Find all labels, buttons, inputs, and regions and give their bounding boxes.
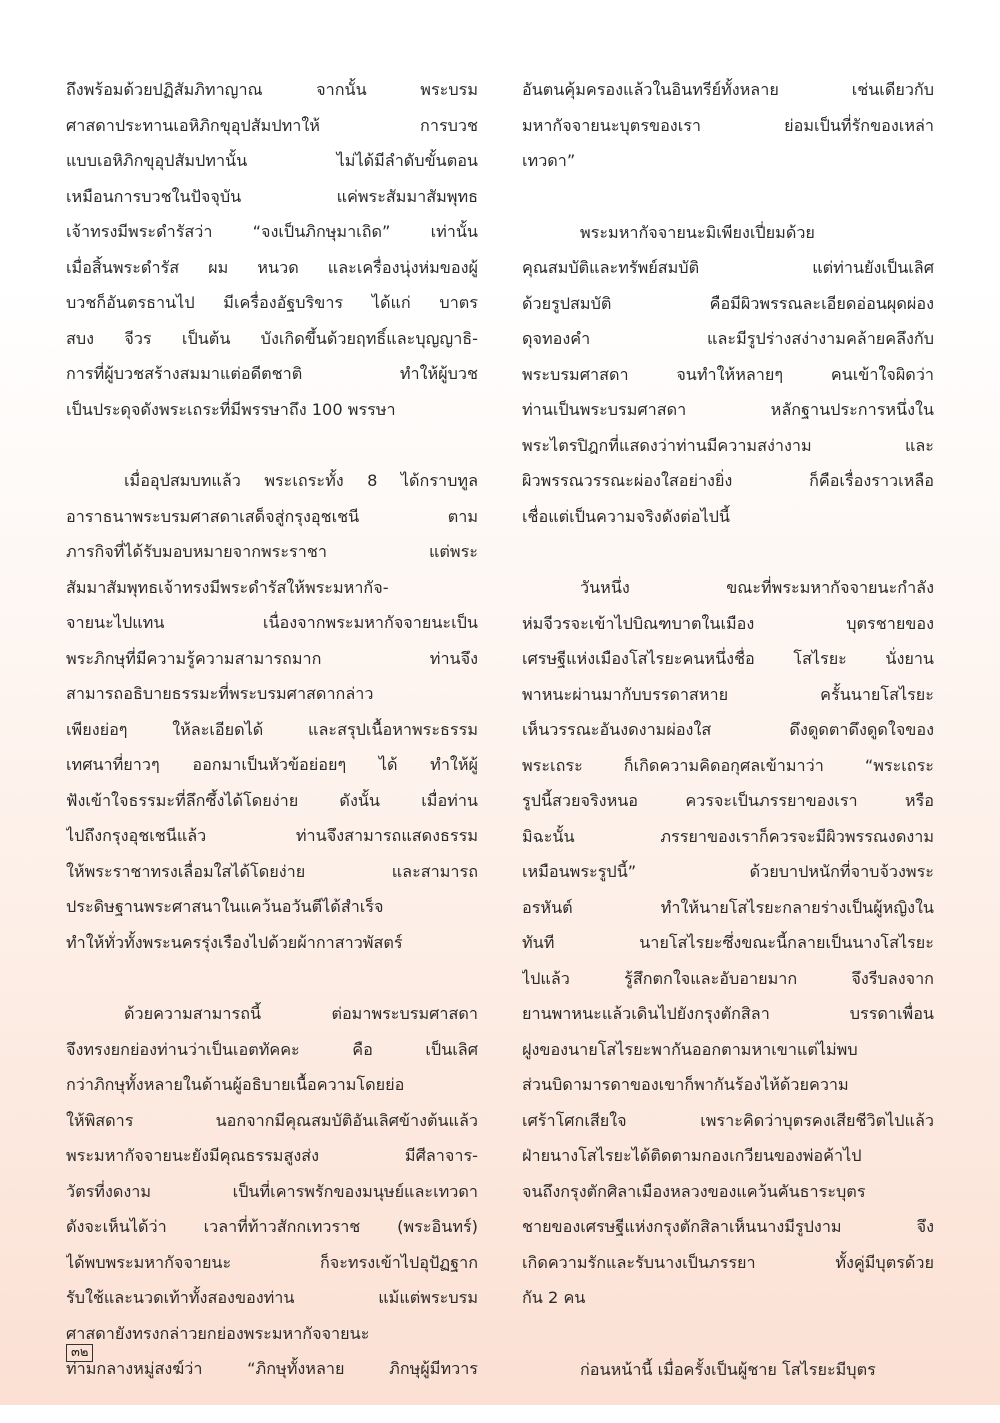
text-line: มิฉะนั้น ภรรยาของเราก็ควรจะมีผิวพรรณงดงาม (522, 826, 934, 846)
text-line: เชื่อแต่เป็นความจริงดังต่อไปนี้ (522, 506, 730, 526)
text-line: จายนะไปแทน เนื่องจากพระมหากัจจายนะเป็น (66, 613, 478, 632)
paragraph (66, 72, 478, 427)
paragraph (522, 215, 934, 535)
text-line: พระมหากัจจายนะมิเพียงเปี่ยมด้วย (580, 222, 815, 242)
text-line: ฝูงของนายโสไรยะพากันออกตามหาเขาแต่ไม่พบ (522, 1039, 858, 1059)
text-line: เจ้าทรงมีพระดำรัสว่า “จงเป็นภิกษุมาเถิด” เท่านั้น (66, 222, 478, 241)
text-line: เหมือนพระรูปนี้” ด้วยบาปหนักที่จาบจ้วงพระ (522, 862, 934, 881)
text-line: ท่านเป็นพระบรมศาสดา หลักฐานประการหนึ่งใน (522, 400, 934, 419)
text-line: พระภิกษุที่มีความรู้ความสามารถมาก ท่านจึง (66, 648, 478, 668)
text-line: กว่าภิกษุทั้งหลายในด้านผู้อธิบายเนื้อความโดยย่อ (66, 1075, 405, 1094)
text-line: เศรษฐีแห่งเมืองโสไรยะคนหนึ่งชื่อ โสไรยะ นั่งยาน (522, 649, 934, 668)
text-line: พระบรมศาสดา จนทำให้หลายๆ คนเข้าใจผิดว่า (522, 364, 934, 384)
text-line: ฝ่ายนางโสไรยะได้ติดตามกองเกวียนของพ่อค้าไป (522, 1146, 862, 1165)
text-line: ด้วยความสามารถนี้ ต่อมาพระบรมศาสดา (124, 1004, 478, 1023)
right-column (522, 72, 934, 1423)
page-number: ๓๒ (66, 1344, 93, 1362)
text-line: ด้วยรูปสมบัติ คือมีผิวพรรณละเอียดอ่อนผุดผ่อง (522, 293, 934, 313)
text-line: ยานพาหนะแล้วเดินไปยังกรุงตักสิลา บรรดาเพื่อน (522, 1004, 934, 1023)
left-column (66, 72, 478, 1423)
text-line: คุณสมบัติและทรัพย์สมบัติ แต่ท่านยังเป็นเลิศ (522, 258, 934, 277)
text-line: ผิวพรรณวรรณะผ่องใสอย่างยิ่ง ก็คือเรื่องราวเหลือ (522, 471, 934, 490)
text-line: ศาสดายังทรงกล่าวยกย่องพระมหากัจจายนะ (66, 1323, 370, 1343)
text-line: พระไตรปิฎกที่แสดงว่าท่านมีความสง่างาม และ (522, 435, 934, 455)
text-line: ให้พระราชาทรงเลื่อมใสได้โดยง่าย และสามารถ (66, 861, 478, 881)
text-line: ไปถึงกรุงอุชเชนีแล้ว ท่านจึงสามารถแสดงธรรม (66, 826, 478, 845)
text-line: พระมหากัจจายนะยังมีคุณธรรมสูงส่ง มีศีลาจาร- (66, 1146, 478, 1165)
paragraph (522, 570, 934, 1316)
text-line: อรหันต์ ทำให้นายโสไรยะกลายร่างเป็นผู้หญิงใน (522, 897, 934, 917)
text-line: จึงทรงยกย่องท่านว่าเป็นเอตทัคคะ คือ เป็นเลิศ (66, 1039, 478, 1059)
text-line: พาหนะผ่านมากับบรรดาสหาย ครั้นนายโสไรยะ (522, 684, 934, 704)
text-line: ไปแล้ว รู้สึกตกใจและอับอายมาก จึงรีบลงจาก (522, 968, 934, 988)
text-line: ห่มจีวรจะเข้าไปบิณฑบาตในเมือง บุตรชายของ (522, 613, 934, 633)
text-line: บวชก็อันตรธานไป มีเครื่องอัฐบริขาร ได้แก่ บาตร (66, 293, 478, 312)
text-line: วัตรที่งดงาม เป็นที่เคารพรักของมนุษย์และเทวดา (66, 1181, 478, 1201)
text-line: รับใช้และนวดเท้าทั้งสองของท่าน แม้แต่พระบรม (66, 1288, 478, 1307)
text-line: ฟังเข้าใจธรรมะที่ลึกซึ้งได้โดยง่าย ดังนั้น เมื่อท่าน (66, 790, 478, 810)
text-line: ก่อนหน้านี้ เมื่อครั้งเป็นผู้ชาย โสไรยะมีบุตร (580, 1359, 876, 1379)
text-line: ดังจะเห็นได้ว่า เวลาที่ท้าวสักกเทวราช (พระอินทร์) (66, 1217, 478, 1236)
text-line: รูปนี้สวยจริงหนอ ควรจะเป็นภรรยาของเรา หรือ (522, 791, 934, 810)
text-line: สามารถอธิบายธรรมะที่พระบรมศาสดากล่าว (66, 684, 374, 703)
text-line: เศร้าโศกเสียใจ เพราะคิดว่าบุตรคงเสียชีวิตไปแล้ว (522, 1110, 934, 1130)
text-line: ภารกิจที่ได้รับมอบหมายจากพระราชา แต่พระ (66, 542, 478, 561)
text-line: ได้พบพระมหากัจจายนะ ก็จะทรงเข้าไปอุปัฏฐาก (66, 1252, 478, 1272)
text-line: ทำให้ทั่วทั้งพระนครรุ่งเรืองไปด้วยผ้ากาสาวพัสตร์ (66, 932, 403, 952)
text-line: แบบเอหิภิกขุอุปสัมปทานั้น ไม่ได้มีลำดับขั้นตอน (66, 151, 478, 170)
text-line: จนถึงกรุงตักศิลาเมืองหลวงของแคว้นคันธาระบุตร (522, 1181, 866, 1201)
text-line: เพียงย่อๆ ให้ละเอียดได้ และสรุปเนื้อหาพระธรรม (66, 719, 478, 739)
text-line: เห็นวรรณะอันงดงามผ่องใส ดึงดูดตาดึงดูดใจของ (522, 720, 934, 739)
text-line: ถึงพร้อมด้วยปฏิสัมภิทาญาณ จากนั้น พระบรม (66, 80, 478, 99)
paragraph (66, 463, 478, 960)
text-line: ศาสดาประทานเอหิภิกขุอุปสัมปทาให้ การบวช (66, 115, 478, 135)
text-line: อาราธนาพระบรมศาสดาเสด็จสู่กรุงอุชเชนี ตาม (66, 506, 478, 526)
paragraph (522, 1352, 934, 1388)
text-line: เมื่ออุปสมบทแล้ว พระเถระทั้ง 8 ได้กราบทูล (124, 471, 478, 490)
text-line: สบง จีวร เป็นต้น บังเกิดขึ้นด้วยฤทธิ์และบุญญาธิ- (66, 328, 478, 348)
text-line: ให้พิสดาร นอกจากมีคุณสมบัติอันเลิศข้างต้นแล้ว (66, 1110, 478, 1130)
text-line: มหากัจจายนะบุตรของเรา ย่อมเป็นที่รักของเหล่า (522, 115, 934, 135)
text-line: เทวดา” (522, 151, 576, 170)
text-line: ส่วนบิดามารดาของเขาก็พากันร้องไห้ด้วยความ (522, 1075, 849, 1094)
text-line: สัมมาสัมพุทธเจ้าทรงมีพระดำรัสให้พระมหากัจ- (66, 577, 389, 597)
text-line: อันตนคุ้มครองแล้วในอินทรีย์ทั้งหลาย เช่นเดียวกับ (522, 80, 934, 99)
text-line: ทันที นายโสไรยะซึ่งขณะนี้กลายเป็นนางโสไรยะ (522, 933, 934, 952)
text-line: เหมือนการบวชในปัจจุบัน แค่พระสัมมาสัมพุทธ (66, 186, 478, 206)
text-line: ท่ามกลางหมู่สงฆ์ว่า “ภิกษุทั้งหลาย ภิกษุผู้มีทวาร (66, 1359, 478, 1378)
paragraph (522, 72, 934, 179)
paragraph (66, 996, 478, 1387)
text-line: เกิดความรักและรับนางเป็นภรรยา ทั้งคู่มีบุตรด้วย (522, 1252, 934, 1272)
text-line: เมื่อสิ้นพระดำรัส ผม หนวด และเครื่องนุ่งห่มของผู้ (66, 257, 478, 277)
text-line: การที่ผู้บวชสร้างสมมาแต่อดีตชาติ ทำให้ผู้บวช (66, 364, 478, 383)
text-line: ประดิษฐานพระศาสนาในแคว้นอวันตีได้สำเร็จ (66, 897, 384, 916)
text-line: กัน 2 คน (522, 1288, 586, 1307)
text-line: เป็นประดุจดังพระเถระที่มีพรรษาถึง 100 พรรษา (66, 399, 396, 419)
text-line: ดุจทองคำ และมีรูปร่างสง่างามคล้ายคลึงกับ (522, 329, 934, 348)
text-line: ชายของเศรษฐีแห่งกรุงตักสิลาเห็นนางมีรูปงาม จึง (522, 1217, 934, 1236)
text-line: วันหนึ่ง ขณะที่พระมหากัจจายนะกำลัง (580, 578, 934, 597)
text-line: พระเถระ ก็เกิดความคิดอกุศลเข้ามาว่า “พระเถระ (522, 755, 934, 775)
text-line: เทศนาที่ยาวๆ ออกมาเป็นหัวข้อย่อยๆ ได้ ทำให้ผู้ (66, 755, 478, 774)
